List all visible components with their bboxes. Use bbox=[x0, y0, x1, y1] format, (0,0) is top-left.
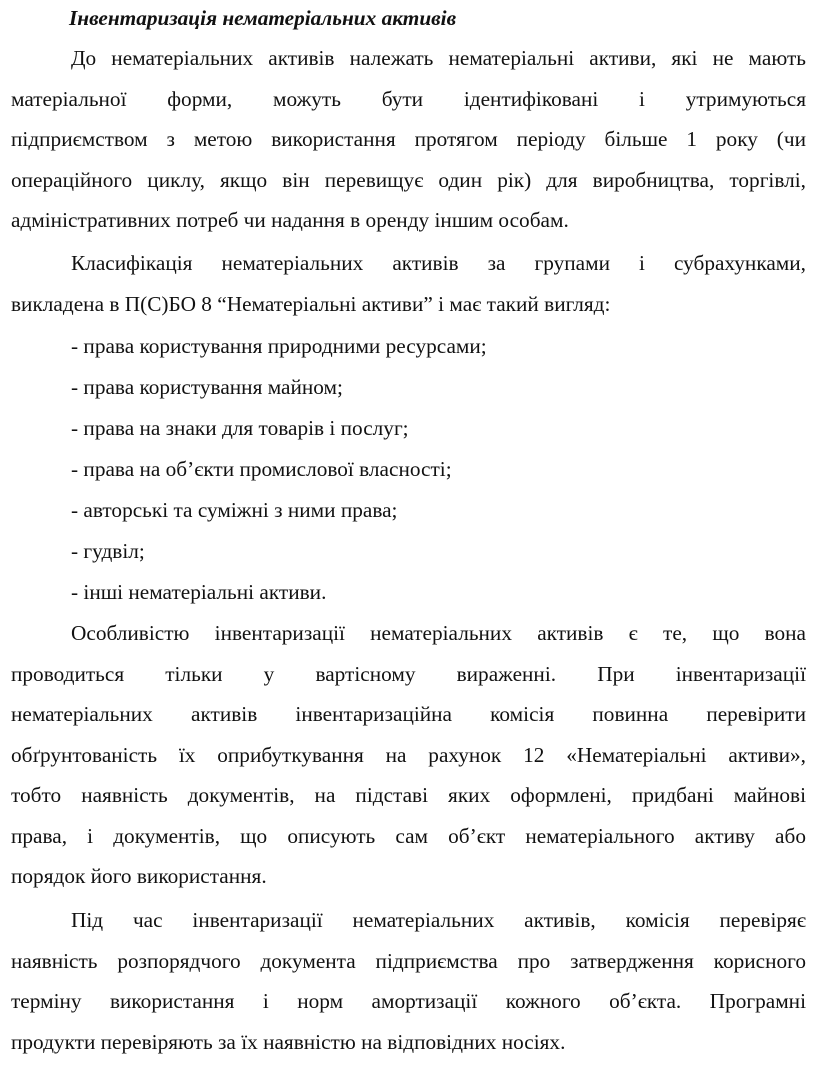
paragraph-line: операційного циклу, якщо він перевищує один рік) для виробництва, торгівлі, bbox=[11, 167, 806, 192]
paragraph-line: нематеріальних активів інвентаризаційна комісія повинна перевірити bbox=[11, 702, 806, 726]
paragraph-line: проводиться тільки у вартісному вираженні. При інвентаризації bbox=[11, 661, 806, 686]
paragraph-line: наявність розпорядчого документа підприємства про затвердження корисного bbox=[11, 948, 806, 973]
paragraph-line: викладена в П(С)БО 8 “Нематеріальні активи” і має такий вигляд: bbox=[11, 291, 611, 316]
paragraph-line: Під час інвентаризації нематеріальних активів, комісія перевіряє bbox=[71, 908, 806, 932]
paragraph-line: права, і документів, що описують сам об’єкт нематеріального активу або bbox=[11, 823, 806, 848]
paragraph-line: адміністративних потреб чи надання в оренду іншим особам. bbox=[11, 208, 569, 232]
paragraph-line: терміну використання і норм амортизації кожного об’єкта. Програмні bbox=[11, 989, 806, 1013]
paragraph-line: Класифікація нематеріальних активів за групами і субрахунками, bbox=[71, 251, 806, 275]
paragraph-line: До нематеріальних активів належать нематеріальні активи, які не мають bbox=[71, 46, 806, 70]
paragraph-line: обґрунтованість їх оприбуткування на рахунок 12 «Нематеріальні активи», bbox=[11, 742, 806, 767]
list-item: - права на знаки для товарів і послуг; bbox=[71, 416, 409, 440]
list-item: - гудвіл; bbox=[71, 539, 145, 563]
paragraph-line: матеріальної форми, можуть бути ідентифіковані і утримуються bbox=[11, 86, 806, 111]
paragraph-features bbox=[11, 621, 806, 905]
paragraph-line: порядок його використання. bbox=[11, 864, 267, 888]
paragraph-line: тобто наявність документів, на підставі яких оформлені, придбані майнові bbox=[11, 783, 806, 807]
list-item: - права на об’єкти промислової власності; bbox=[71, 457, 452, 481]
list-item: - інші нематеріальні активи. bbox=[71, 580, 327, 604]
paragraph-commission bbox=[11, 908, 806, 1070]
paragraph-line: підприємством з метою використання протягом періоду більше 1 року (чи bbox=[11, 127, 806, 151]
list-item: - права користування природними ресурсами; bbox=[71, 334, 487, 358]
list-item: - авторські та суміжні з ними права; bbox=[71, 498, 398, 522]
paragraph-line: Особливістю інвентаризації нематеріальних активів є те, що вона bbox=[71, 621, 806, 645]
paragraph-line: продукти перевіряють за їх наявністю на відповідних носіях. bbox=[11, 1029, 566, 1054]
paragraph-definition bbox=[11, 46, 806, 249]
list-item: - права користування майном; bbox=[71, 375, 343, 399]
paragraph-classification bbox=[11, 251, 806, 332]
document-title: Інвентаризація нематеріальних активів bbox=[69, 6, 457, 30]
